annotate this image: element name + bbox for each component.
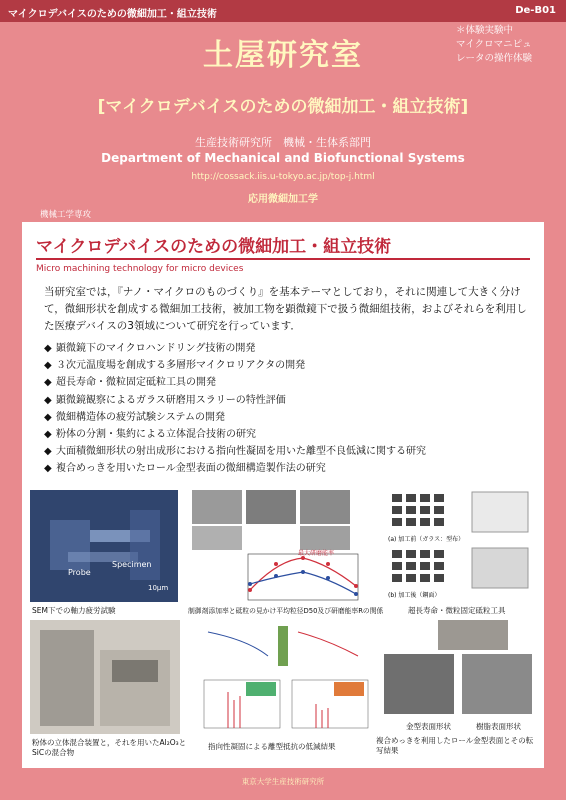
bullet-icon: ◆ xyxy=(44,429,52,441)
list-item-text: 超長寿命・微粒固定砥粒工具の開発 xyxy=(56,377,216,389)
top-bar xyxy=(0,0,566,22)
content-panel xyxy=(22,222,544,768)
note-line: ＊体験実験中 xyxy=(456,25,514,36)
lab-subtitle: [マイクロデバイスのための微細加工・組立技術] xyxy=(97,97,469,117)
list-item-text: 粉体の分割・集約による立体混合技術の研究 xyxy=(56,429,256,441)
figure-caption: 指向性凝固による離型抵抗の低減結果 xyxy=(208,742,336,751)
figure-caption: 粉体の立体混合装置と，それを用いたAl₂O₃とSiCの混合物 xyxy=(32,738,187,757)
bullet-icon: ◆ xyxy=(44,343,52,354)
bullet-icon: ◆ xyxy=(44,463,52,475)
figure-caption: 制御剤添加率と砥粒の見かけ平均粒径D50及び研磨能率Rの関係 xyxy=(188,607,384,615)
department-jp: 生産技術研究所 機械・生体系部門 xyxy=(195,136,371,149)
tool-label-a: (a) 加工前（ガラス：型布） xyxy=(388,536,465,543)
panel-title: マイクロデバイスのための微細加工・組立技術 xyxy=(36,237,392,257)
bullet-icon: ◆ xyxy=(44,446,52,458)
figure-caption: SEM下での軸力疲労試験 xyxy=(32,606,116,615)
release-charts xyxy=(188,620,378,734)
list-item xyxy=(44,443,426,460)
major-label: 機械工学専攻 xyxy=(40,210,92,220)
panel-subtitle-en: Micro machining technology for micro devices xyxy=(36,264,244,274)
release-resistance-figure xyxy=(188,620,378,734)
list-item-text: 大面積微細形状の射出成形における指向性凝固を用いた離型不良低減に関する研究 xyxy=(56,446,426,458)
mixing-device-photo xyxy=(30,620,180,734)
lab-name: 土屋研究室 xyxy=(203,38,363,73)
experiment-note xyxy=(456,24,552,66)
list-item xyxy=(44,460,426,477)
note-line: マイクロマニピュ xyxy=(456,39,532,50)
department-en: Department of Mechanical and Biofunctional Systems xyxy=(101,151,465,165)
list-item xyxy=(44,340,426,357)
footer: 東京大学生産技術研究所 xyxy=(241,777,325,786)
research-field: 応用微細加工学 xyxy=(248,194,318,205)
tool-drawing xyxy=(384,488,534,602)
top-bar-title: マイクロデバイスのための微細加工・組立技術 xyxy=(8,9,217,20)
specimen-label: Specimen xyxy=(112,560,152,569)
list-item-text: 微細構造体の疲労試験システムの開発 xyxy=(56,411,225,423)
probe-label: Probe xyxy=(68,568,91,577)
figure-caption: 超長寿命・微粒固定砥粒工具 xyxy=(408,606,506,615)
list-item-text: ３次元温度場を創成する多層形マイクロリアクタの開発 xyxy=(56,360,306,372)
note-line: レータの操作体験 xyxy=(456,53,533,64)
bullet-icon: ◆ xyxy=(44,394,52,406)
research-list xyxy=(44,340,426,478)
bullet-icon: ◆ xyxy=(44,377,52,389)
list-item-text: 顕微鏡観察によるガラス研磨用スラリーの特性評価 xyxy=(56,394,286,406)
scale-label: 10μm xyxy=(148,584,169,592)
list-item xyxy=(44,392,426,409)
title-underline xyxy=(36,258,530,260)
intro-text: 当研究室では，『ナノ・マイクロのものづくり』を基本テーマとしており，それに関連して大きく分けて，微細形状を創成する微細加工技術，被加工物を顕微鏡下で扱う微細組技術，およびそれらを利用した医療デバイスの3領域について研究を行っています． xyxy=(44,286,527,332)
sem-image xyxy=(30,490,178,602)
surface-label-mold: 金型表面形状 xyxy=(406,722,451,731)
lab-url[interactable]: http://cossack.iis.u-tokyo.ac.jp/top-j.html xyxy=(191,172,375,182)
list-item xyxy=(44,374,426,391)
tool-label-b: (b) 加工後（鋼面） xyxy=(388,592,441,599)
abrasive-figure xyxy=(188,488,378,604)
roll-mold-drawing xyxy=(384,620,534,716)
chart-legend: 最大研磨能率 xyxy=(298,550,335,557)
tool-figure xyxy=(384,488,534,602)
bullet-icon: ◆ xyxy=(44,360,52,372)
list-item xyxy=(44,426,426,443)
surface-label-resin: 樹脂表面形状 xyxy=(476,722,521,731)
figure-caption: 複合めっきを利用したロール金型表面とその転写結果 xyxy=(376,736,534,755)
poster-code: De-B01 xyxy=(515,5,556,16)
list-item-text: 複合めっきを用いたロール金型表面の微細構造製作法の研究 xyxy=(56,463,326,475)
roll-mold-figure xyxy=(384,620,534,716)
list-item xyxy=(44,357,426,374)
device-drawing xyxy=(30,620,180,734)
chart-plot xyxy=(188,488,378,604)
list-item xyxy=(44,409,426,426)
list-item-text: 顕微鏡下のマイクロハンドリング技術の開発 xyxy=(56,343,256,354)
bullet-icon: ◆ xyxy=(44,411,52,423)
